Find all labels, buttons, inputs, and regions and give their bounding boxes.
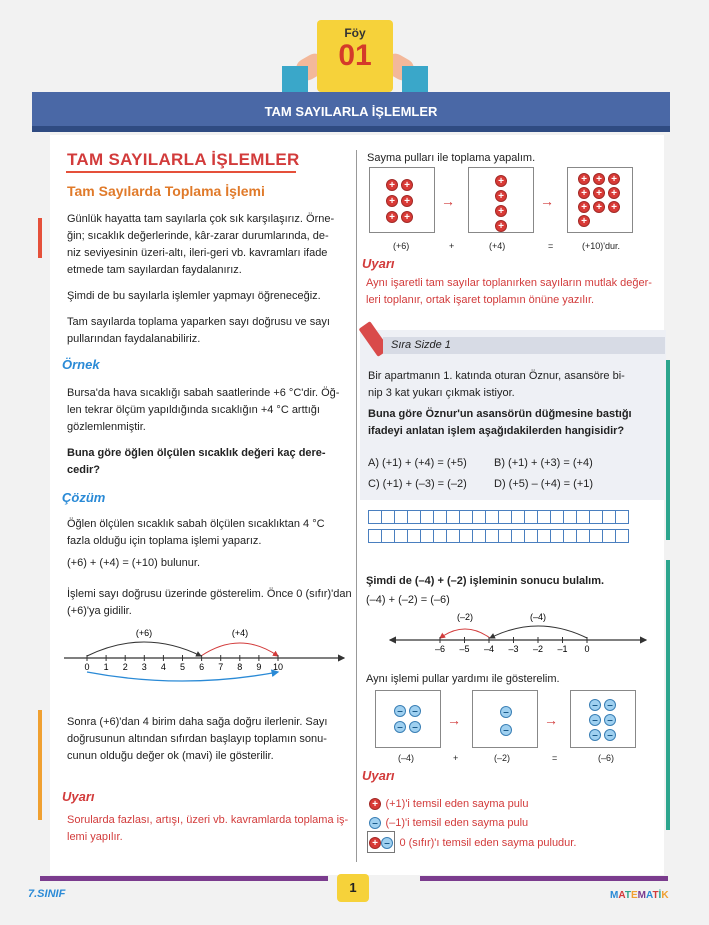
sira-sizde-title: Sıra Sizde 1 <box>383 337 665 354</box>
cozum-line: Öğlen ölçülen sıcaklık sabah ölçülen sıcaklıktan 4 °C <box>67 518 325 530</box>
intro-paragraph <box>67 211 347 279</box>
positive-chip-icon: + <box>369 798 381 810</box>
answer-grid-cell[interactable] <box>394 510 408 524</box>
answer-grid-cell[interactable] <box>407 510 421 524</box>
negative-chip-icon: – <box>604 729 616 741</box>
answer-grid-cell[interactable] <box>381 529 395 543</box>
after-paragraph <box>67 714 352 765</box>
answer-grid-cell[interactable] <box>459 529 473 543</box>
numline-intro <box>67 586 352 620</box>
uyari-line: Sorularda fazlası, artışı, üzeri vb. kavramlarda toplama iş- <box>67 814 349 826</box>
intro-line: ğin; sıcaklık değerlerinde, kâr-zarar durumlarında, de- <box>67 230 329 242</box>
pul-intro: Sayma pulları ile toplama yapalım. <box>367 152 536 164</box>
title-underline <box>66 171 296 173</box>
number-line-positive <box>60 620 350 690</box>
uyari-line: lemi yapılır. <box>67 831 123 843</box>
pul-label-c: (+10)'dur. <box>582 241 620 251</box>
uyari-tag-left: Uyarı <box>62 789 95 804</box>
sira-question-line: ifadeyi anlatan işlem aşağıdakilerden hangisidir? <box>368 425 625 437</box>
negative-chip-icon: – <box>589 729 601 741</box>
answer-grid-cell[interactable] <box>576 510 590 524</box>
answer-grid-cell[interactable] <box>537 510 551 524</box>
positive-chip-icon: + <box>593 187 605 199</box>
positive-chip-icon: + <box>369 837 381 849</box>
negative-chip-icon: – <box>604 699 616 711</box>
option-c[interactable]: C) (+1) + (–3) = (–2) <box>368 478 467 490</box>
uyari-right-text <box>366 275 664 309</box>
subject-letter: M <box>610 890 619 901</box>
ornek-paragraph <box>67 385 352 436</box>
sira-question-line: Buna göre Öznur'un asansörün düğmesine bastığı <box>368 408 632 420</box>
subject-letter: E <box>630 890 638 901</box>
answer-grid-cell[interactable] <box>433 510 447 524</box>
answer-grid-cell[interactable] <box>563 510 577 524</box>
numline-intro-line: İşlemi sayı doğrusu üzerinde gösterelim. Önce 0 (sıfır)'dan <box>67 588 352 600</box>
answer-grid-cell[interactable] <box>550 510 564 524</box>
tick-label: 6 <box>199 662 205 672</box>
arrow-4: → <box>544 712 558 728</box>
legend-neg-text: (–1)'i temsil eden sayma pulu <box>385 817 529 829</box>
tick-label: 1 <box>103 662 109 672</box>
footer-bar-right <box>420 876 668 881</box>
positive-chip-icon: + <box>593 173 605 185</box>
pul2-eq: = <box>552 753 558 763</box>
banner-title: TAM SAYILARLA İŞLEMLER <box>32 92 670 132</box>
paragraph-3 <box>67 314 347 348</box>
side-accent-red <box>38 218 42 258</box>
answer-grid-cell[interactable] <box>524 510 538 524</box>
intro-line: niz seviyesinin üzeri-altı, ileri-geri vb. kavramları ifade <box>67 247 328 259</box>
answer-grid-cell[interactable] <box>498 510 512 524</box>
tick-label: –5 <box>459 644 470 654</box>
tick-label: –6 <box>434 644 446 654</box>
answer-grid-cell[interactable] <box>485 529 499 543</box>
answer-grid-cell[interactable] <box>589 510 603 524</box>
ornek-question-line: Buna göre öğlen ölçülen sıcaklık değeri kaç dere- <box>67 447 326 459</box>
negative-chip-icon: – <box>409 705 421 717</box>
pul-plus: + <box>449 241 455 251</box>
arc2-2-label: (–4) <box>529 612 547 622</box>
sira-question-text <box>368 368 660 402</box>
pul-label-b: (+4) <box>489 241 506 251</box>
tick-label: 10 <box>272 662 284 672</box>
pul2-plus: + <box>453 753 459 763</box>
arrow-3: → <box>447 712 461 728</box>
uyari-tag-right-2: Uyarı <box>362 768 395 783</box>
pul2-label-a: (–4) <box>398 753 415 763</box>
arc2-label: (+4) <box>231 628 249 638</box>
negative-chip-icon: – <box>394 705 406 717</box>
option-d[interactable]: D) (+5) – (+4) = (+1) <box>494 478 594 490</box>
negative-chip-icon: – <box>394 721 406 733</box>
tick-label: 4 <box>160 662 166 672</box>
tick-label: –1 <box>557 644 568 654</box>
ornek-tag: Örnek <box>62 357 100 372</box>
side-accent-green-2 <box>666 560 670 830</box>
answer-grid-cell[interactable] <box>472 529 486 543</box>
cozum-equation: (+6) + (+4) = (+10) bulunur. <box>67 557 200 569</box>
negative-chip-icon: – <box>589 714 601 726</box>
pul-box-minus4 <box>375 690 441 748</box>
answer-grid[interactable] <box>368 510 658 543</box>
positive-chip-icon: + <box>593 201 605 213</box>
pul2-intro: Aynı işlemi pullar yardımı ile gösterelim. <box>366 673 560 685</box>
answer-grid-cell[interactable] <box>485 510 499 524</box>
answer-grid-cell[interactable] <box>615 529 629 543</box>
arc2-1-label: (–2) <box>456 612 474 622</box>
sira-line: Bir apartmanın 1. katında oturan Öznur, asansöre bi- <box>368 370 625 382</box>
answer-grid-cell[interactable] <box>563 529 577 543</box>
tick-label: 9 <box>256 662 262 672</box>
after-line: Sonra (+6)'dan 4 birim daha sağa doğru ilerlenir. Sayı <box>67 716 328 728</box>
uyari-tag-right: Uyarı <box>362 256 395 271</box>
answer-grid-cell[interactable] <box>511 529 525 543</box>
negative-chip-icon: – <box>381 837 393 849</box>
option-b[interactable]: B) (+1) + (+3) = (+4) <box>494 457 593 469</box>
after-line: cunun olduğu değer ok (mavi) ile gösterilir. <box>67 750 274 762</box>
answer-grid-cell[interactable] <box>602 529 616 543</box>
arc-minus4 <box>490 626 587 638</box>
answer-grid-cell[interactable] <box>524 529 538 543</box>
arc-result <box>87 672 278 681</box>
legend-pos <box>369 794 528 813</box>
number-line-negative <box>370 608 660 658</box>
negative-chip-icon: – <box>409 721 421 733</box>
negative-chip-icon: – <box>604 714 616 726</box>
grade-label: 7.SINIF <box>28 888 66 900</box>
positive-chip-icon: + <box>578 201 590 213</box>
negative-chip-icon: – <box>500 706 512 718</box>
pul2-label-c: (–6) <box>598 753 615 763</box>
answer-grid-cell[interactable] <box>498 529 512 543</box>
answer-grid-cell[interactable] <box>368 510 382 524</box>
ornek-line: Bursa'da hava sıcaklığı sabah saatlerinde +6 °C'dir. Öğ- <box>67 387 340 399</box>
positive-chip-icon: + <box>578 187 590 199</box>
foy-badge <box>317 20 393 92</box>
answer-grid-cell[interactable] <box>368 529 382 543</box>
answer-grid-cell[interactable] <box>446 510 460 524</box>
legend-zero <box>367 831 576 853</box>
footer-bar-left <box>40 876 328 881</box>
tick-label: 5 <box>179 662 186 672</box>
numline-intro-line: (+6)'ya gidilir. <box>67 605 132 617</box>
tick-label: 2 <box>122 662 128 672</box>
subject-letter: A <box>618 890 625 901</box>
positive-chip-icon: + <box>386 211 398 223</box>
ornek-line: gözlemlenmiştir. <box>67 421 146 433</box>
pul-label-a: (+6) <box>393 241 410 251</box>
positive-chip-icon: + <box>495 175 507 187</box>
positive-chip-icon: + <box>386 195 398 207</box>
side-accent-green <box>666 360 670 540</box>
subject-letter: M <box>637 890 646 901</box>
arrow-1: → <box>441 193 455 209</box>
answer-grid-cell[interactable] <box>537 529 551 543</box>
answer-grid-cell[interactable] <box>615 510 629 524</box>
tick-label: 0 <box>84 662 90 672</box>
cozum-line: fazla olduğu için toplama işlemi yaparız. <box>67 535 262 547</box>
neg-title: Şimdi de (–4) + (–2) işleminin sonucu bulalım. <box>366 575 605 587</box>
zero-pair-icon <box>367 831 395 853</box>
subject-letter: A <box>645 890 653 901</box>
negative-chip-icon: – <box>369 817 381 829</box>
arc-plus6 <box>87 642 201 656</box>
answer-grid-cell[interactable] <box>511 510 525 524</box>
positive-chip-icon: + <box>401 211 413 223</box>
section-title: TAM SAYILARLA İŞLEMLER <box>67 150 300 169</box>
answer-grid-cell[interactable] <box>433 529 447 543</box>
positive-chip-icon: + <box>401 179 413 191</box>
legend-neg <box>369 813 528 832</box>
tick-label: 3 <box>141 662 147 672</box>
paragraph-2: Şimdi de bu sayılarla işlemler yapmayı öğreneceğiz. <box>67 290 321 302</box>
tick-label: 8 <box>237 662 243 672</box>
positive-chip-icon: + <box>401 195 413 207</box>
negative-chip-icon: – <box>500 724 512 736</box>
answer-grid-cell[interactable] <box>602 510 616 524</box>
answer-grid-cell[interactable] <box>589 529 603 543</box>
answer-grid-cell[interactable] <box>472 510 486 524</box>
foy-label: Föy <box>344 26 366 40</box>
answer-grid-cell[interactable] <box>394 529 408 543</box>
subject-letter: T <box>652 890 659 901</box>
ornek-line: len tekrar ölçüm yapıldığında sıcaklığın +4 °C arttığı <box>67 404 320 416</box>
answer-grid-cell[interactable] <box>550 529 564 543</box>
page-number: 1 <box>337 874 369 902</box>
answer-grid-cell[interactable] <box>459 510 473 524</box>
pul-box-plus10 <box>567 167 633 233</box>
subject-label <box>610 890 669 901</box>
sira-question-bold <box>368 406 660 440</box>
option-a[interactable]: A) (+1) + (+4) = (+5) <box>368 457 467 469</box>
ornek-question-line: cedir? <box>67 464 101 476</box>
answer-grid-cell[interactable] <box>381 510 395 524</box>
uyari-left-text <box>67 812 352 846</box>
ornek-question <box>67 445 352 479</box>
positive-chip-icon: + <box>578 215 590 227</box>
legend-zero-text: 0 (sıfır)'ı temsil eden sayma puludur. <box>399 837 577 849</box>
answer-grid-cell[interactable] <box>420 510 434 524</box>
arrow-2: → <box>540 193 554 209</box>
pul-box-plus4 <box>468 167 534 233</box>
answer-grid-cell[interactable] <box>446 529 460 543</box>
cozum-paragraph <box>67 516 352 550</box>
subject-letter: İ <box>658 890 662 901</box>
pul2-label-b: (–2) <box>494 753 511 763</box>
tick-label: –4 <box>483 644 495 654</box>
intro-line: Günlük hayatta tam sayılarla çok sık karşılaşırız. Örne- <box>67 213 335 225</box>
pul-box-plus6 <box>369 167 435 233</box>
tick-label: 0 <box>584 644 590 654</box>
uyari-right-line: Aynı işaretli tam sayılar toplanırken sayıların mutlak değer- <box>366 277 652 289</box>
legend-pos-text: (+1)'i temsil eden sayma pulu <box>385 798 529 810</box>
positive-chip-icon: + <box>608 187 620 199</box>
foy-number: 01 <box>338 39 372 72</box>
answer-grid-cell[interactable] <box>407 529 421 543</box>
subject-letter: T <box>624 890 631 901</box>
tick-label: –2 <box>532 644 544 654</box>
section-subtitle: Tam Sayılarda Toplama İşlemi <box>67 183 265 199</box>
cozum-tag: Çözüm <box>62 490 106 505</box>
subject-text <box>610 890 669 901</box>
answer-grid-cell[interactable] <box>576 529 590 543</box>
arc-plus4 <box>201 643 278 656</box>
answer-grid-cell[interactable] <box>420 529 434 543</box>
intro-line: etmede tam sayılardan faydalanırız. <box>67 264 242 276</box>
tick-label: –3 <box>508 644 519 654</box>
pul-box-minus6 <box>570 690 636 748</box>
column-divider <box>356 150 357 862</box>
positive-chip-icon: + <box>495 220 507 232</box>
pul-box-minus2 <box>472 690 538 748</box>
side-accent-orange <box>38 710 42 820</box>
positive-chip-icon: + <box>608 173 620 185</box>
pul-eq: = <box>548 241 554 251</box>
negative-chip-icon: – <box>589 699 601 711</box>
tick-label: 7 <box>218 662 224 672</box>
arc-minus2 <box>440 629 490 638</box>
uyari-right-line: leri toplanır, ortak işaret toplamın önüne yazılır. <box>366 294 595 306</box>
after-line: doğrusunun altından sıfırdan başlayıp toplamın sonu- <box>67 733 327 745</box>
sira-line: nip 3 kat yukarı çıkmak istiyor. <box>368 387 515 399</box>
para3-line: Tam sayılarda toplama yaparken sayı doğrusu ve sayı <box>67 316 330 328</box>
positive-chip-icon: + <box>495 190 507 202</box>
neg-equation: (–4) + (–2) = (–6) <box>366 594 450 606</box>
subject-letter: K <box>661 890 669 901</box>
para3-line: pullarından faydalanabiliriz. <box>67 333 201 345</box>
positive-chip-icon: + <box>386 179 398 191</box>
positive-chip-icon: + <box>495 205 507 217</box>
positive-chip-icon: + <box>578 173 590 185</box>
positive-chip-icon: + <box>608 201 620 213</box>
arc1-label: (+6) <box>135 628 153 638</box>
